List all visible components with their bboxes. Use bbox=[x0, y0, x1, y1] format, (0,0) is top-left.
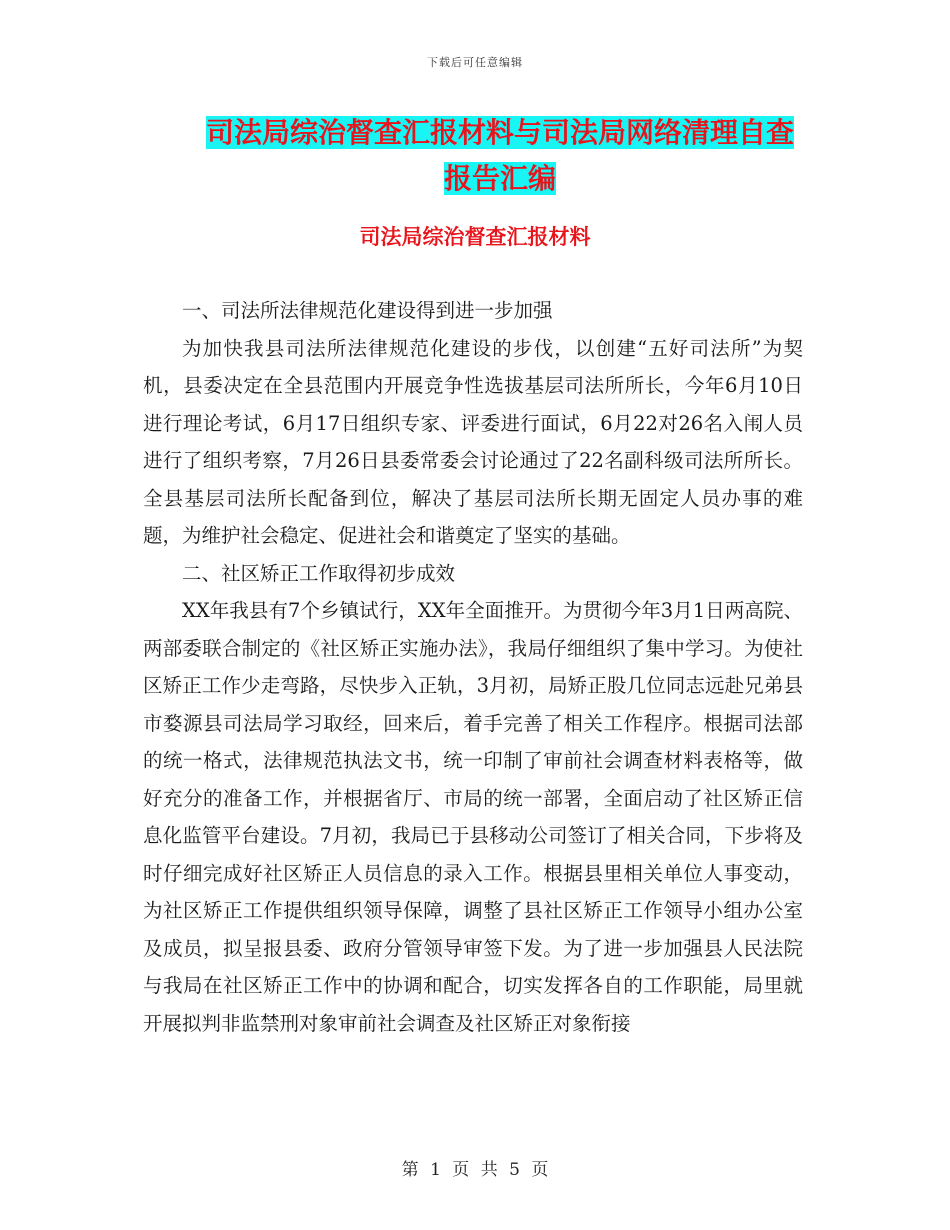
page-footer: 第 1 页 共 5 页 bbox=[401, 1160, 549, 1180]
section-title: 司法局综治督查汇报材料 bbox=[359, 225, 591, 249]
paragraph-2: XX年我县有7个乡镇试行，XX年全面推开。为贯彻今年3月1日两高院、两部委联合制定的《社区矫正实施办法》，我局仔细组织了集中学习。为使社区矫正工作少走弯路，尽快步入正轨，3月初，局矫正股几位同志远赴兄弟县市婺源县司法局学习取经，回来后，着手完善了相关工作程序。根据司法部的统一格式，法律规范执法文书，统一印制了审前社会调查材料表格等，做好充分的准备工作，并根据省厅、市局的统一部署，全面启动了社区矫正信息化监管平台建设。7月初，我局已于县移动公司签订了相关合同，下步将及时仔细完成好社区矫正人员信息的录入工作。根据县里相关单位人事变动，为社区矫正工作提供组织领导保障，调整了县社区矫正工作领导小组办公室及成员，拟呈报县委、政府分管领导审签下发。为了进一步加强县人民法院与我局在社区矫正工作中的协调和配合，切实发挥各自的工作职能，局里就开展拟判非监禁刑对象审前社会调查及社区矫正对象衔接 bbox=[143, 599, 803, 1035]
paragraph-heading-1: 一、司法所法律规范化建设得到进一步加强 bbox=[182, 299, 553, 322]
document-body bbox=[143, 292, 803, 1042]
document-title bbox=[195, 110, 805, 202]
header-note: 下载后可任意编辑 bbox=[427, 56, 523, 69]
paragraph-heading-2: 二、社区矫正工作取得初步成效 bbox=[182, 561, 456, 585]
document-title-text: 司法局综治督查汇报材料与司法局网络清理自查报告汇编 bbox=[205, 116, 794, 195]
paragraph-1: 为加快我县司法所法律规范化建设的步伐，以创建“五好司法所”为契机，县委决定在全县范围内开展竞争性选拔基层司法所所长，今年6月10日进行理论考试，6月17日组织专家、评委进行面试，6月22对26名入闱人员进行了组织考察，7月26日县委常委会讨论通过了22名副科级司法所所长。全县基层司法所长配备到位，解决了基层司法所长期无固定人员办事的难题，为维护社会稳定、促进社会和谐奠定了坚实的基础。 bbox=[143, 336, 803, 547]
